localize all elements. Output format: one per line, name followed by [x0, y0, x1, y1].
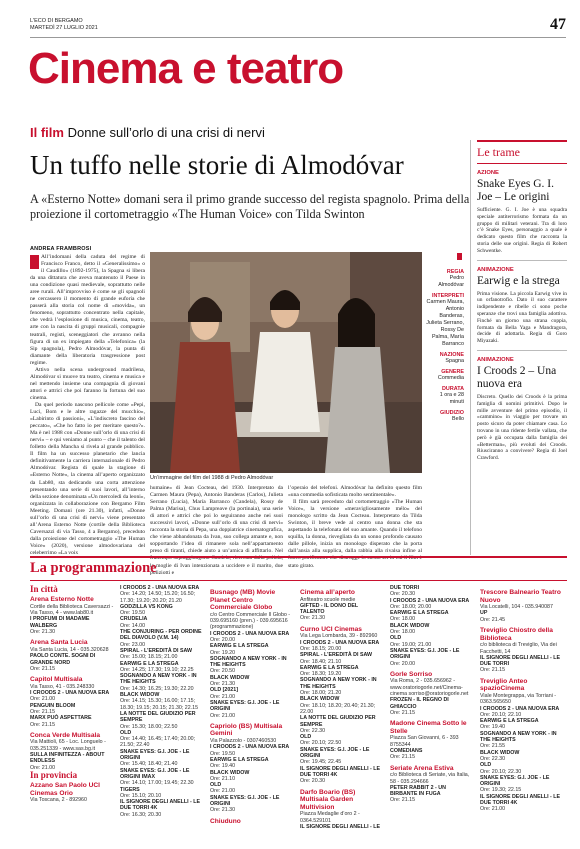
- listing-film-title: BLACK WIDOW: [480, 749, 520, 756]
- listing-detail: Ore: 21.10: [210, 775, 236, 782]
- listing-detail: Via Roma, 2 - 035.656962 - www.oratoriogorle.net/Cinema-cinema sorriso@oratoriogorle.net: [390, 678, 469, 698]
- listing-detail: Via Mattioli, 65 - Loc. Longuelo - 035.251339 - www.sas.bg.it: [30, 739, 106, 752]
- listing-detail: Ore: 21.30: [210, 807, 236, 814]
- film-still-photo: [150, 252, 422, 473]
- listing-detail: Ore: 21.15: [390, 797, 416, 804]
- subhead: A «Esterno Notte» domani sera il primo grande successo del regista spagnolo. Prima della proiezione il cortometraggio «The Human Voice» con Tilda Swinton: [30, 192, 470, 221]
- article-paragraph: Da quel periodo nascono pellicole come «Pepi, Luci, Bom e le altre ragazze del mucchio», «Labirinto di passioni», «L’indiscreto fascino del peccato», «Che ho fatto io per meritare questo?». Ma è nel 1988 con «Donne sull’orlo di una crisi di nervi» – e qui veniamo al punto – che il talento del folletto della Mancha si rivela al grande pubblico. Il film ha un successo planetario che lancia definitivamente la carriera internazionale di Pedro Almodóvar. Regista di quale la stagione di «Esterno Notte», la cinema all’aperto organizzato da Lab80, sta dedicando una corta attenzione presentando una serie di suoi lavori, all’interno della sezione denominata «Un mercoledì da leoni», organizzata in collaborazione con Bergamo Film Meeting. Domani (ore 21.30), infatti, «Donne sull’orlo di una crisi di nervi» viene presentato all’Arena Esterno Notte (cortile della Biblioteca Caversazzi di via Tasso, 4 a Bergamo), preceduto dalla proiezione del cortometraggio «The Human Voice» (2020), versione almodovariana del celeberrimo «La voix: [30, 401, 145, 556]
- listing-film-title: I CROODS 2 - UNA NUOVA ERA: [210, 630, 290, 637]
- listing-film-title: SNAKE EYES: G.I. JOE - LE ORIGINI: [120, 748, 190, 762]
- sidebar-item: [477, 170, 567, 255]
- listing-film-title: EARWIG E LA STREGA: [480, 718, 539, 725]
- listing-detail: Ore: 21.00: [30, 764, 56, 771]
- listing-detail: Ore: 15.30; 18.00; 22.50: [120, 723, 178, 730]
- listing-detail: c/o Centro Commerciale Il Globo - 039.695160 (pren.) - 039.695616 (programmazione): [210, 611, 291, 631]
- listing-film-title: I CROODS 2 - UNA NUOVA ERA: [120, 585, 200, 591]
- listing-cinema-name: Treviglio Anteo spazioCinema: [480, 677, 528, 693]
- listing-cinema-name: Capitol Multisala: [30, 676, 83, 684]
- listing-detail: Ore: 14.15; 15.30; 16.00; 17.15; 18.30; 19.15; 20.15; 21.30; 22.15: [120, 698, 199, 711]
- film-info-value: Pedro Almodóvar: [438, 275, 464, 288]
- film-info-value: 1 ora e 28 minuti: [439, 392, 464, 405]
- listings-column-5: [390, 585, 474, 804]
- film-info-label: GENERE: [441, 369, 464, 375]
- article-paragraph: Attivo nella scena underground madrilena, Almodóvar si muove tra teatro, cinema e musica e nel mettendo insieme una compagnia di giovani attori e attrici che poi faranno la fortuna del suo cinema.: [30, 366, 145, 401]
- listing-detail: Ore: 19.50: [210, 750, 236, 757]
- film-info-label: INTERPRETI: [431, 293, 464, 299]
- listing-detail: Ore: 21.30: [300, 615, 326, 622]
- listing-film-title: PAOLO CONTE. SOGNI DI GRANDE NORD: [30, 653, 96, 666]
- listing-detail: Ore: 20.10; 22.30: [480, 768, 522, 775]
- sidebar-film-title: Snake Eyes G. I. Joe – Le origini: [477, 178, 554, 203]
- listing-detail: Ore: 14.10; 17.00; 19.45; 22.30: [120, 780, 194, 787]
- listing-detail: Ore: 20.50: [210, 668, 236, 675]
- listing-film-title: IL SIGNORE DEGLI ANELLI - LE: [300, 823, 381, 830]
- drop-cap: [30, 255, 39, 269]
- listing-detail: Ore: 18.00; 21.20: [300, 690, 342, 697]
- film-still-illustration: [150, 252, 422, 473]
- listing-film-title: IL SIGNORE DEGLI ANELLI - LE DUE TORRI: [480, 654, 561, 668]
- listing-detail: Ore: 21.15: [30, 721, 56, 728]
- programmazione-title: La programmazione: [30, 560, 157, 576]
- sidebar-item: [477, 357, 567, 462]
- sidebar: [477, 140, 567, 462]
- listings-column-6: [480, 585, 564, 813]
- article-paragraph: humaine» di Jean Cocteau, del 1930. Interpretato da Carmen Maura (Pepa), Antonio Banderas (Carlos), Julieta Serrano (Lucia), María Barranco (Candela), Rossy de Palma (Marisa), Chus Lampreave (la portinaia), una serie di attori e attrici che poi lo seguiranno anche nei suoi successivi lavori, «Donne sull’orlo di una crisi di nervi» racconta la storia di Pepa, una doppiatrice cinematografica, che viene abbandonata da Ivan, suo collega amante e, non sopportando l’idea di rimanere sola nell’appartamento preso di tiranti, chiede aiuto a un’amica di affittarlo. Nel frattempo sopraggiungono Candela, ricercata dalla polizia, la moglie di Ivan intenzionata a uccidere e il marito, due poliziotti e: [150, 485, 283, 576]
- listing-detail: Piazza Medaglie d’oro 2 - 0364.529101: [300, 811, 360, 824]
- listing-detail: Ore: 14.00: [120, 622, 146, 629]
- listing-film-title: BLACK WIDOW: [390, 622, 430, 629]
- film-info-label: GIUDIZIO: [440, 410, 464, 416]
- listing-detail: Ore: 19.00; 21.00: [390, 641, 432, 648]
- sidebar-section: ANIMAZIONE: [477, 356, 514, 363]
- listing-film-title: EARWIG E LA STREGA: [210, 756, 269, 763]
- listing-detail: Ore: 21.45: [480, 616, 506, 623]
- listings-column-3: [210, 585, 294, 825]
- listing-cinema-name: Conca Verde Multisala: [30, 731, 100, 739]
- sidebar-film-body: Discreto. Quello dei Croods è la prima famiglia di uomini primitivi. Dopo le mille avventure del primo episodio, il «cammino» in viaggio per trovare un posto sicuro da poter chiamare casa. Lo trovano in una ridente fertile vallata, che però è già occupata dalla famiglia dei «Betterman», più evoluti dei Croods. Riusciranno a convivere? Regia di Joel Crawford.: [477, 393, 567, 462]
- listing-film-title: SNAKE EYES: G.I. JOE - LE ORIGINI: [210, 794, 280, 807]
- listing-detail: Ore: 20.00: [210, 636, 236, 643]
- listing-cinema-name: Arena Esterno Notte: [30, 596, 94, 604]
- listing-detail: Ore: 19.40: [210, 763, 236, 770]
- listing-film-title: BLACK WIDOW: [120, 692, 160, 699]
- listing-film-title: MARX PUÒ ASPETTARE: [30, 715, 92, 722]
- listing-detail: Ore: 15.40; 18.40; 21.40: [120, 761, 178, 768]
- listing-detail: Ore: 21.30: [30, 629, 56, 636]
- listing-film-title: OLD: [120, 729, 132, 736]
- film-info-value: Spagna: [445, 358, 464, 364]
- listing-film-title: GIFTED - IL DONO DEL TALENTO: [300, 602, 359, 616]
- section-title: Cinema e teatro: [28, 44, 344, 93]
- listing-film-title: EARWIG E LA STREGA: [390, 610, 449, 617]
- listing-cinema-name: Capriolo (BS) Multisala Gemini: [210, 722, 283, 738]
- listing-detail: Ore: 14.40; 16.45; 17.40; 20.00; 21.50; 22.40: [120, 736, 196, 749]
- listing-cinema-name: Trescore Balneario Teatro Nuovo: [480, 589, 561, 604]
- listing-cinema-name: Chiuduno: [210, 817, 241, 825]
- article-col-1: [30, 254, 145, 557]
- article-paragraph: All’indomani della caduta del regime di Francisco Franco, detto il «Generalissimo» o il Caudillo» (1892-1975), la Spagna si libera da una dittatura che aveva mantenuto il Paese in una condizione quasi medievale, soprattutto nelle aree rurali. All’improvviso è come se gli spagnoli ne cercassero il momento di grande euforia che passerà alla storia col nome di «movida», un fenomeno, soprattutto concentrato nella capitale, che vedrà l’esplosione di musica, cinema, teatro, arte con la nascita di gruppi musicali, compagnie teatrali, registi, sceneggiatori che avranno nella figura di un ex impiegato della «Telefonica» (la Sip spagnola), Pedro Almodóvar, la punta di diamante della liberatoria trasgressione post regime.: [30, 254, 145, 366]
- listing-film-title: DUE TORRI: [390, 585, 420, 591]
- programmazione-rule: [30, 580, 567, 581]
- listing-film-title: LA NOTTE DEL GIUDIZIO PER SEMPRE: [120, 710, 196, 724]
- listing-film-title: SNAKE EYES: G.I. JOE - LE ORIGINI: [210, 699, 280, 713]
- listing-detail: Ore: 21.15: [480, 667, 506, 674]
- listing-film-title: LA NOTTE DEL GIUDIZIO PER SEMPRE: [300, 715, 376, 728]
- listing-film-title: FROZEN - IL REGNO DI GHIACCIO: [390, 697, 449, 710]
- listing-detail: Ore: 15.10; 20.10: [120, 792, 162, 799]
- listing-film-title: BLACK WIDOW: [210, 674, 250, 681]
- listing-area-heading: In città: [30, 584, 58, 594]
- listing-detail: Ore: 21.00: [30, 696, 56, 703]
- listing-detail: Ore: 16.30; 20.30: [120, 811, 162, 818]
- listing-detail: Anfiteatro scuole medie: [300, 596, 356, 603]
- sidebar-separator: [477, 260, 567, 261]
- article-col-2: [150, 485, 283, 577]
- listing-film-title: OLD: [210, 782, 222, 789]
- listing-film-title: SNAKE EYES: G.I. JOE - LE ORIGINI: [390, 647, 460, 661]
- masthead: [30, 18, 98, 32]
- programmazione-top-rule: [30, 556, 567, 558]
- listings-column-1: [30, 585, 114, 804]
- listing-detail: Ore: 18.15; 20.00: [300, 645, 342, 652]
- kicker: [30, 125, 265, 140]
- listing-film-title: IL SIGNORE DEGLI ANELLI - LE DUE TORRI 4K: [120, 799, 201, 812]
- photo-caption: Un’immagine del film del 1988 di Pedro Almodóvar: [150, 475, 274, 481]
- listing-film-title: I CROODS 2 - UNA NUOVA ERA: [390, 597, 470, 604]
- film-info-value: Commedia: [437, 375, 464, 381]
- listing-detail: Via Palazzolo - 0307460530: [210, 738, 277, 745]
- listing-detail: Ore: 15.00; 18.15; 21.00: [120, 654, 178, 661]
- listing-detail: Ore: 20.30: [390, 591, 416, 598]
- listing-detail: Ore: 21.55: [480, 743, 506, 750]
- listing-film-title: I CROODS 2 - UNA NUOVA ERA: [300, 639, 380, 646]
- listing-detail: c/o Biblioteca di Seriate, via Italia, 58 - 035.294666: [390, 772, 470, 785]
- listing-cinema-name: Curno UCI Cinemas: [300, 625, 362, 633]
- listing-film-title: BLACK WIDOW: [210, 769, 250, 776]
- listing-film-title: SPIRAL - L’EREDITÀ DI SAW: [300, 652, 373, 659]
- listing-detail: Ore: 21.00: [210, 788, 236, 795]
- listing-detail: Ore: 20.10; 22.10: [480, 711, 522, 718]
- listing-detail: Ore: 18.00; 20.00: [390, 603, 432, 610]
- listing-cinema-name: Madone Cinema Sotto le Stelle: [390, 720, 467, 735]
- listing-detail: Via Toscana, 2 - 892960: [30, 797, 87, 804]
- listing-cinema-name: Treviglio Chiostro della Biblioteca: [480, 627, 553, 642]
- listing-film-title: COMEDIANS: [390, 748, 423, 755]
- listing-detail: Ore: 14.20; 14.50; 15.20; 16.50; 17.30; 19.20; 20.20; 21.20: [120, 591, 196, 604]
- listing-area-heading: In provincia: [30, 769, 78, 780]
- listing-film-title: I CROODS 2 - UNA NUOVA ERA: [480, 705, 560, 712]
- listing-film-title: EARWIG E LA STREGA: [300, 664, 359, 671]
- listing-film-title: SOGNANDO A NEW YORK - IN THE HEIGHTS: [300, 677, 377, 690]
- film-info-label: NAZIONE: [439, 352, 464, 358]
- listing-film-title: SOGNANDO A NEW YORK - IN THE HEIGHTS: [120, 673, 197, 686]
- film-info-label: REGIA: [446, 269, 464, 275]
- listing-cinema-name: Arena Santa Lucia: [30, 639, 88, 647]
- sidebar-separator: [477, 350, 567, 351]
- listing-detail: Ore: 19.40: [480, 724, 506, 731]
- listing-film-title: THE CONJURING - PER ORDINE DEL DIAVOLO (V.M. 14): [120, 629, 202, 642]
- listing-film-title: GODZILLA VS KONG: [120, 603, 173, 610]
- listing-detail: Viale Montegrappa, via Torriani - 0363.565650: [480, 692, 557, 706]
- film-info-box: [426, 265, 464, 423]
- listing-detail: Ore: 18.00: [390, 616, 416, 623]
- listing-film-title: UP: [480, 610, 488, 617]
- sidebar-title: Le trame: [477, 140, 567, 164]
- listing-cinema-name: Busnago (MB) Movie Planet Centro Commerciale Globo: [210, 589, 276, 612]
- kicker-text: Donne sull’orlo di una crisi di nervi: [67, 125, 265, 140]
- masthead-paper: L'ECO DI BERGAMO: [30, 18, 83, 24]
- listing-detail: Piazza San Giovanni, 6 - 393 8755344: [390, 735, 459, 748]
- masthead-date: MARTEDÌ 27 LUGLIO 2021: [30, 25, 98, 31]
- listing-detail: Via Santa Lucia, 14 - 035.320628: [30, 646, 109, 653]
- listing-film-title: SOGNANDO A NEW YORK - IN THE HEIGHTS: [210, 655, 287, 669]
- listings-column-2: [120, 585, 204, 818]
- listing-detail: Ore: 18.10; 18.20; 20.40; 21.30; 22.00: [300, 702, 376, 715]
- listing-detail: Ore: 21.15: [30, 665, 56, 672]
- listing-film-title: SNAKE EYES: G.I. JOE - LE ORIGINI: [480, 774, 550, 788]
- top-rule: [30, 37, 566, 38]
- listing-film-title: OLD: [390, 635, 402, 642]
- listing-detail: Ore: 22.30: [480, 755, 506, 762]
- listing-film-title: SULLA INFINITEZZA - ABOUT ENDLESS: [30, 752, 105, 765]
- listing-cinema-name: Cinema all’aperto: [300, 589, 355, 596]
- listing-film-title: OLD: [480, 762, 492, 769]
- listing-detail: Via Locatelli, 104 - 035.940087: [480, 604, 553, 611]
- listing-detail: Ore: 21.00: [210, 693, 236, 700]
- listing-film-title: IL SIGNORE DEGLI ANELLI - LE DUE TORRI 4K: [300, 765, 381, 778]
- film-info-value: Bello: [452, 416, 464, 422]
- listing-film-title: SNAKE EYES: G.I. JOE - LE ORIGINI: [300, 746, 370, 760]
- sidebar-film-body: Sufficiente. G. I. Joe è una squadra speciale antiterrorismo formata da un gruppo di militari veterani. Tra di loro c’è Snake Eyes, personaggio a quale è dedicato questo film che racconta la storia delle sue origini. Regia di Robert Schwentke.: [477, 207, 567, 254]
- listing-film-title: SNAKE EYES: G.I. JOE - LE ORIGINI IMAX: [120, 767, 190, 780]
- listing-detail: Ore: 18.30; 19.20: [300, 671, 342, 678]
- listing-film-title: CRUDELIA: [120, 616, 148, 623]
- listing-cinema-name: Gorle Sorriso: [390, 670, 433, 678]
- sidebar-item: [477, 267, 567, 345]
- film-info-label: DURATA: [442, 386, 464, 392]
- listing-film-title: PENGUIN BLOOM: [30, 702, 76, 709]
- listing-cinema-name: Darfo Boario (BS) Multisala Garden Multivision: [300, 788, 356, 811]
- sidebar-divider: [470, 140, 471, 555]
- listing-film-title: OLD [2021]: [210, 687, 238, 694]
- sidebar-film-title: Earwig e la strega: [477, 274, 560, 287]
- listing-detail: Ore: 20.10; 22.50: [300, 740, 342, 747]
- listing-detail: Ore: 14.30; 16.25; 19.30; 22.20: [120, 685, 194, 692]
- byline: ANDREA FRAMBROSI: [30, 246, 92, 252]
- listing-detail: Via Lega Lombarda, 39 - 892960: [300, 633, 378, 640]
- listing-cinema-name: Seriate Arena Estiva: [390, 764, 454, 772]
- listing-detail: c/o biblioteca di Treviglio, Via dei Facchetti, 14: [480, 642, 557, 655]
- listing-detail: Via Tasso, 41 - 035.248330: [30, 683, 95, 690]
- listing-film-title: I CROODS 2 - UNA NUOVA ERA: [30, 690, 110, 697]
- listing-detail: Ore: 21.00: [210, 712, 236, 719]
- listing-detail: Ore: 21.30: [210, 681, 236, 688]
- sidebar-section: ANIMAZIONE: [477, 266, 514, 273]
- sidebar-section: AZIONE: [477, 170, 499, 176]
- listing-film-title: SPIRAL - L’EREDITÀ DI SAW: [120, 647, 193, 654]
- info-marker: [457, 253, 462, 260]
- listing-cinema-name: Azzano San Paolo UCI Cinemas Orio: [30, 782, 100, 797]
- sidebar-film-body: Prima visione. La piccola Earwig vive in un orfanotrofio. Dato il suo carattere indipendente e ribelle ci sono poche speranze che trovi una famiglia adottiva. Finché un giorno una strana coppia, formata da Bella Yaga e Mandragora, decide di adottarla. Regia di Goro Miyazaki.: [477, 290, 567, 345]
- listing-detail: Ore: 21.15: [390, 754, 416, 761]
- listing-film-title: EARWIG E LA STREGA: [210, 643, 269, 650]
- listing-detail: Ore: 22.30: [300, 727, 326, 734]
- listing-film-title: TIGERS: [120, 786, 140, 793]
- listing-detail: Ore: 21.00: [480, 806, 506, 813]
- listing-film-title: BLACK WIDOW: [300, 696, 340, 703]
- listing-detail: Ore: 19.30; 22.15: [480, 787, 522, 794]
- article-paragraph: Il film sarà preceduto dal cortometraggio «The Human Voice», la versione «meravigliosamente mélo» del monologo scritto da Jean Cocteau. Interpretato da Tilda Swinton, il breve vede al centro una donna che sta aspettando la telefonata del suo amante. Quando il telefono squilla, la donna, risvegliata da un sonno profondo causato dalle pillole, inizia un monologo disperato che la porta dall’ansia alla supplica, dalla rabbia alla rivalsa infine al fuoco purificatore che distrugge lo stesso set in cui il film è stato girato.: [288, 499, 422, 569]
- sidebar-film-title: I Croods 2 – Una nuova era: [477, 364, 557, 390]
- listing-film-title: OLD: [300, 734, 312, 741]
- page-number: 47: [550, 16, 566, 33]
- listing-detail: Ore: 14.25; 17.30; 19.10; 22.25: [120, 666, 194, 673]
- listing-detail: Ore: 23.00: [120, 641, 146, 648]
- listing-detail: Ore: 21.15: [30, 708, 56, 715]
- headline: Un tuffo nelle storie di Almodóvar: [30, 150, 404, 180]
- listing-detail: Ore: 19.20: [210, 649, 236, 656]
- film-info-value: Carmen Maura, Antonio Banderas, Julieta Serrano, Rossy De Palma, María Barranco: [426, 299, 464, 347]
- listing-detail: Ore: 18.00: [390, 629, 416, 636]
- kicker-label: Il film: [30, 125, 64, 140]
- listing-detail: Ore: 18.40; 21.10: [300, 658, 342, 665]
- listing-detail: Cortile della Biblioteca Caversazzi - Via Tasso, 4 - www.lab80.it: [30, 603, 114, 617]
- listings-column-4: [300, 585, 384, 830]
- listing-film-title: I PROFUMI DI MADAME WALBERG: [30, 616, 90, 629]
- listing-detail: Ore: 19.50: [120, 610, 146, 617]
- listing-detail: Ore: 21.15: [390, 709, 416, 716]
- listing-film-title: IL SIGNORE DEGLI ANELLI - LE DUE TORRI 4K: [480, 793, 561, 806]
- listing-film-title: EARWIG E LA STREGA: [120, 660, 179, 667]
- listing-detail: Ore: 20.00: [390, 660, 416, 667]
- listing-film-title: SOGNANDO A NEW YORK - IN THE HEIGHTS: [480, 730, 557, 744]
- listing-detail: Ore: 20.30: [300, 778, 326, 785]
- article-paragraph: l’operaio del telefoni. Almodóvar ha definito questo film «una commedia sofisticata molto sentimentale».: [288, 485, 422, 499]
- listing-detail: Ore: 19.45; 22.45: [300, 759, 342, 766]
- listing-film-title: PETER RABBIT 2 - UN BIRBANTE IN FUGA: [390, 784, 446, 798]
- listing-film-title: I CROODS 2 - UNA NUOVA ERA: [210, 744, 290, 751]
